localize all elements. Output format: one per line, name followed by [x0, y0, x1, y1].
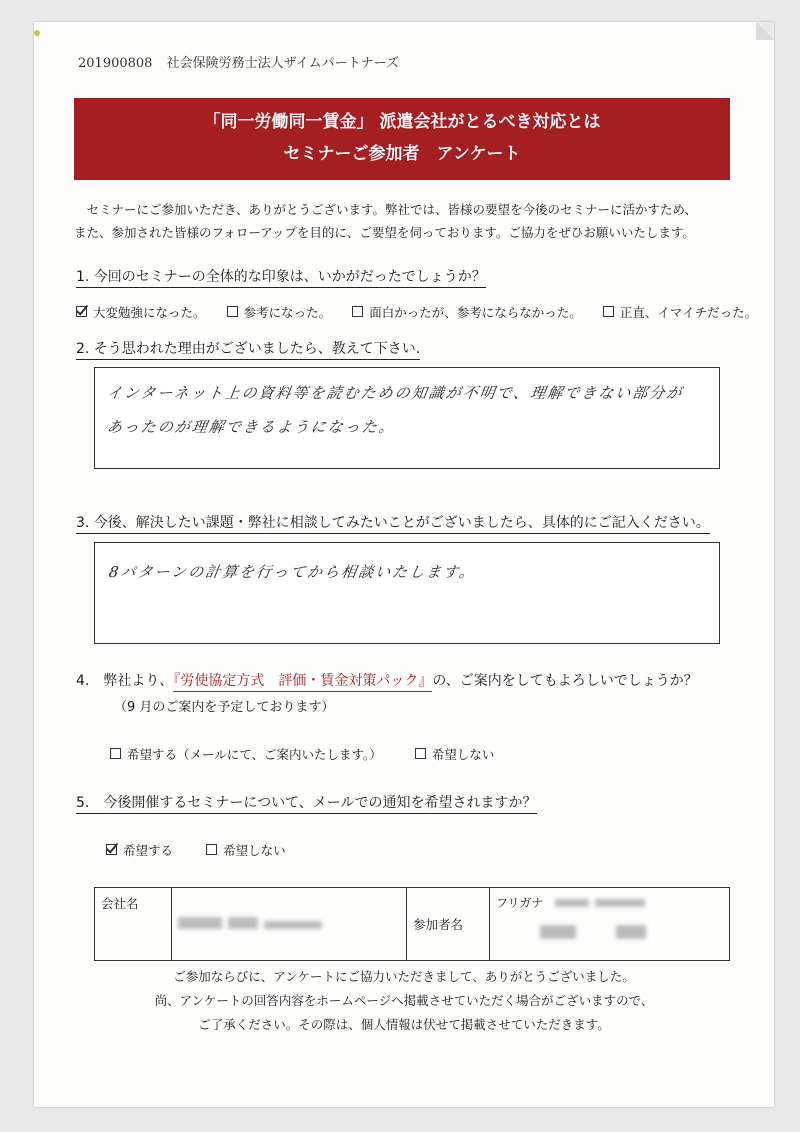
- redacted-furigana: [555, 899, 589, 907]
- redacted-furigana: [595, 899, 645, 907]
- staple-mark: [34, 30, 40, 36]
- document-id: 201900808: [78, 56, 153, 71]
- name-row: [540, 925, 723, 942]
- participant-label-cell: [407, 888, 490, 961]
- q5-option-1[interactable]: [106, 841, 173, 859]
- intro-text: [74, 198, 734, 244]
- redacted-company: [264, 921, 322, 929]
- checkbox-icon[interactable]: [227, 306, 238, 317]
- intro-line2: また、参加された皆様のフォローアップを目的に、ご要望を伺っております。ご協力をぜひお願いいたします。: [74, 225, 695, 240]
- company-value-cell[interactable]: [172, 888, 407, 961]
- q1-option-2-label: 参考になった。: [243, 304, 332, 320]
- q5-options: [106, 840, 302, 859]
- footer-line3: ご了承ください。その際は、個人情報は伏せて掲載させていただきます。: [198, 1017, 610, 1032]
- q4-title-prefix: 4. 弊社より、: [76, 673, 174, 689]
- redacted-name: [540, 925, 576, 939]
- company-label: 会社名: [101, 896, 139, 911]
- title-banner: [74, 98, 730, 180]
- company-label-cell: [95, 888, 172, 961]
- q1-title: [76, 266, 486, 286]
- footer-line1: ご参加ならびに、アンケートにご協力いただきまして、ありがとうございました。: [173, 969, 635, 984]
- document-header: [78, 52, 399, 71]
- q4-option-2[interactable]: [415, 745, 495, 763]
- checkbox-checked-icon[interactable]: [76, 306, 87, 317]
- q3-answer: 8パターンの計算を行ってから相談いたします。: [107, 563, 478, 581]
- q5-option-2[interactable]: [206, 841, 286, 859]
- q3-title: [76, 512, 710, 532]
- furigana-label: フリガナ: [496, 896, 544, 910]
- q1-option-3-label: 面白かったが、参考にならなかった。: [369, 304, 582, 320]
- q1-title-text: 1. 今回のセミナーの全体的な印象は、いかがだったでしょうか？: [76, 269, 486, 288]
- participant-label: 参加者名: [413, 917, 464, 932]
- redacted-name: [616, 925, 646, 939]
- q2-answer-line2: あったのが理解できるようになった。: [105, 418, 398, 436]
- q1-options: [76, 302, 757, 321]
- q4-option-1-label: 希望する（メールにて、ご案内いたします。）: [127, 746, 382, 762]
- survey-sheet: [34, 22, 774, 1107]
- q4-option-2-label: 希望しない: [431, 746, 495, 762]
- q4-title-suffix: の、ご案内をしてもよろしいでしょうか？: [432, 673, 698, 689]
- checkbox-checked-icon[interactable]: [106, 844, 117, 855]
- closing-note: [74, 965, 734, 1037]
- intro-line1: セミナーにご参加いただき、ありがとうございます。弊社では、皆様の要望を今後のセミナーに活かすため、: [86, 202, 698, 217]
- folded-corner: [756, 22, 774, 40]
- checkbox-icon[interactable]: [206, 844, 217, 855]
- q4-title: [76, 670, 698, 690]
- q4-option-1[interactable]: [110, 745, 382, 763]
- q1-option-3[interactable]: [352, 303, 582, 321]
- q4-title-highlight: 『労使協定方式 評価・賃金対策パック』: [173, 673, 432, 692]
- q5-title: [76, 792, 537, 812]
- participant-info-table: [94, 887, 730, 961]
- furigana-row: [496, 894, 723, 911]
- participant-value-cell[interactable]: [490, 888, 730, 961]
- q5-option-2-label: 希望しない: [223, 842, 286, 858]
- q2-title: [76, 338, 420, 358]
- q1-option-1-label: 大変勉強になった。: [93, 304, 206, 320]
- q1-option-4[interactable]: [603, 303, 757, 321]
- q5-option-1-label: 希望する: [123, 842, 174, 858]
- checkbox-icon[interactable]: [110, 748, 121, 759]
- q5-title-text: 5. 今後開催するセミナーについて、メールでの通知を希望されますか？: [76, 795, 537, 814]
- q2-answer-box[interactable]: [94, 367, 720, 469]
- checkbox-icon[interactable]: [603, 306, 614, 317]
- q1-option-2[interactable]: [227, 303, 332, 321]
- redacted-company: [228, 917, 258, 929]
- banner-title-line2: セミナーご参加者 アンケート: [283, 144, 521, 164]
- company-name: 社会保険労務士法人ザイムパートナーズ: [166, 56, 400, 71]
- q1-option-1[interactable]: [76, 303, 206, 321]
- q4-options: [110, 744, 510, 763]
- banner-title-line1: 「同一労働同一賃金」 派遣会社がとるべき対応とは: [203, 112, 601, 132]
- redacted-company: [178, 917, 222, 929]
- checkbox-icon[interactable]: [352, 306, 363, 317]
- checkbox-icon[interactable]: [415, 748, 426, 759]
- q1-option-4-label: 正直、イマイチだった。: [619, 304, 758, 320]
- q2-answer-line1: インターネット上の資料等を読むための知識が不明で、理解できない部分が: [105, 384, 685, 402]
- q4-note: （9 月のご案内を予定しております）: [114, 700, 335, 715]
- q2-title-text: 2. そう思われた理由がございましたら、教えて下さい.: [76, 341, 420, 360]
- q3-answer-box[interactable]: [94, 542, 720, 644]
- q3-title-text: 3. 今後、解決したい課題・弊社に相談してみたいことがございましたら、具体的にご記入ください。: [76, 515, 710, 534]
- footer-line2: 尚、アンケートの回答内容をホームページへ掲載させていただく場合がございますので、: [154, 993, 654, 1008]
